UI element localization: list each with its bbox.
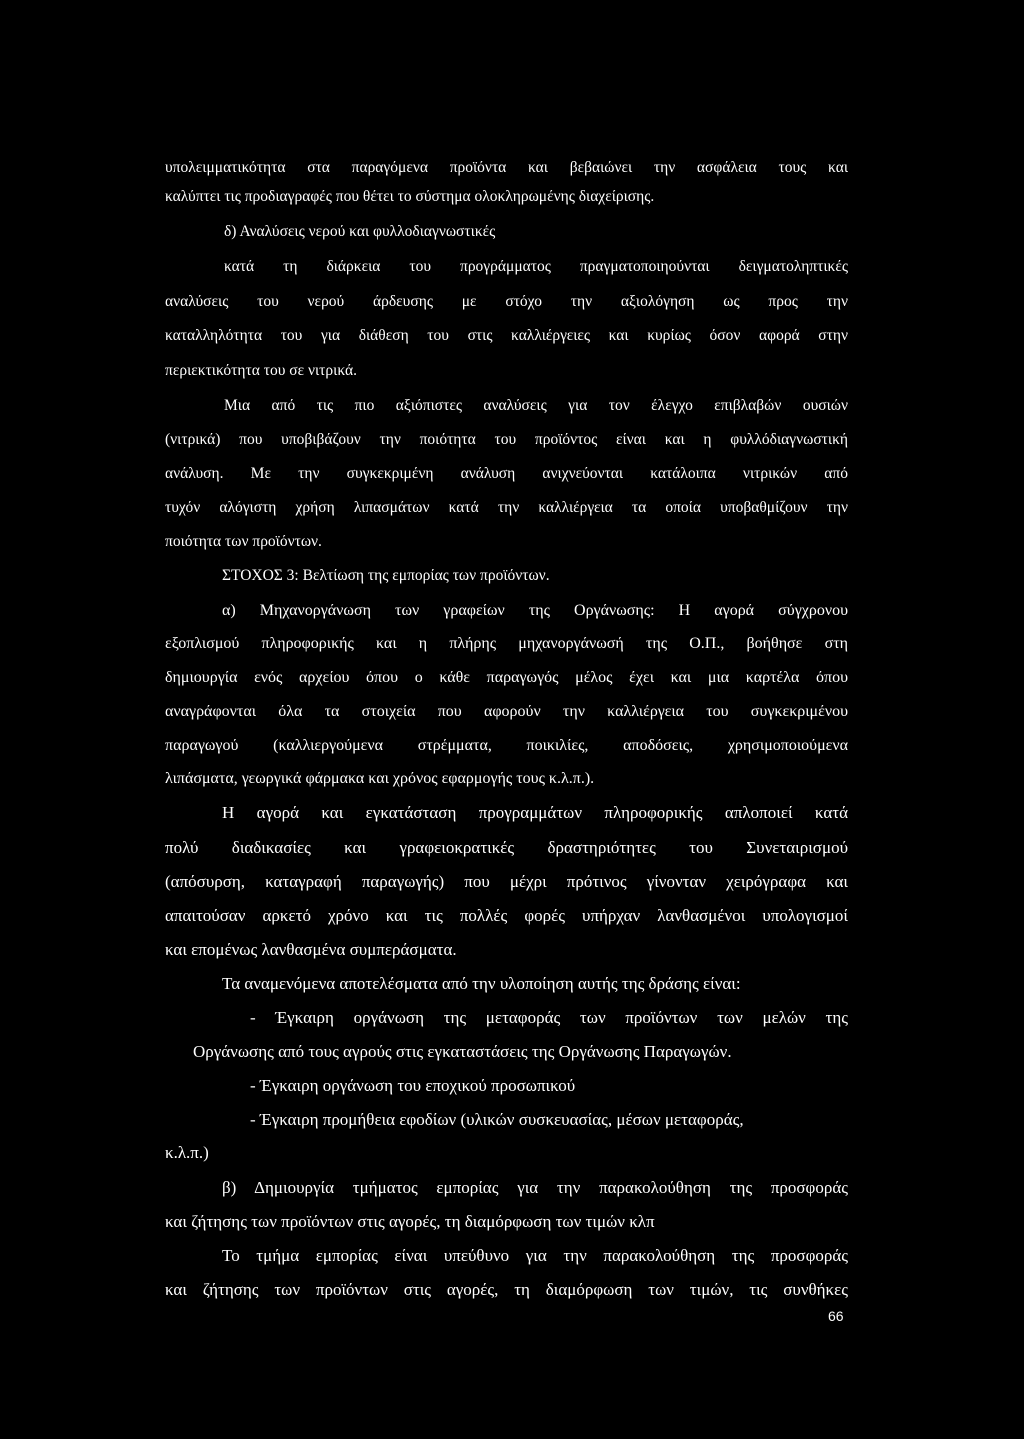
text-line: Οργάνωσης από τους αγρούς στις εγκαταστάσεις της Οργάνωσης Παραγωγών. <box>193 1042 732 1061</box>
section-heading: ΣΤΟΧΟΣ 3: Βελτίωση της εμπορίας των προϊόντων. <box>222 567 550 584</box>
text-line: ποιότητα των προϊόντων. <box>165 533 322 550</box>
text-line: αναγράφονται όλα τα στοιχεία που αφορούν την καλλιέργεια του συγκεκριμένου <box>165 703 848 720</box>
text-line: παραγωγού (καλλιεργούμενα στρέμματα, ποικιλίες, αποδόσεις, χρησιμοποιούμενα <box>165 737 848 754</box>
text-line: αναλύσεις του νερού άρδευσης με στόχο την αξιολόγηση ως προς την <box>165 293 848 310</box>
list-item: - Έγκαιρη οργάνωση της μεταφοράς των προϊόντων των μελών της <box>250 1008 848 1027</box>
text-line: Τα αναμενόμενα αποτελέσματα από την υλοποίηση αυτής της δράσης είναι: <box>222 974 741 993</box>
text-line: Το τμήμα εμπορίας είναι υπεύθυνο για την παρακολούθηση της προσφοράς <box>222 1246 848 1265</box>
text-line: και ζήτησης των προϊόντων στις αγορές, τη διαμόρφωση των τιμών, τις συνθήκες <box>165 1280 848 1299</box>
text-line: λιπάσματα, γεωργικά φάρμακα και χρόνος εφαρμογής τους κ.λ.π.). <box>165 770 595 787</box>
text-line: πολύ διαδικασίες και γραφειοκρατικές δραστηριότητες του Συνεταιρισμού <box>165 838 848 857</box>
text-line: κ.λ.π.) <box>165 1143 209 1162</box>
text-line: ανάλυση. Με την συγκεκριμένη ανάλυση ανιχνεύονται κατάλοιπα νιτρικών από <box>165 465 848 482</box>
page-number: 66 <box>828 1308 844 1324</box>
list-item: - Έγκαιρη οργάνωση του εποχικού προσωπικού <box>250 1076 576 1095</box>
section-heading: β) Δημιουργία τμήματος εμπορίας για την παρακολούθηση της προσφοράς <box>222 1178 848 1197</box>
text-line: Η αγορά και εγκατάσταση προγραμμάτων πληροφορικής απλοποιεί κατά <box>222 803 848 822</box>
text-line: (νιτρικά) που υποβιβάζουν την ποιότητα του προϊόντος είναι και η φυλλόδιαγνωστική <box>165 431 848 448</box>
text-line: και ζήτησης των προϊόντων στις αγορές, τη διαμόρφωση των τιμών κλπ <box>165 1212 655 1231</box>
text-line: υπολειμματικότητα στα παραγόμενα προϊόντα και βεβαιώνει την ασφάλεια τους και <box>165 159 848 176</box>
text-line: (απόσυρση, καταγραφή παραγωγής) που μέχρι πρότινος γίνονταν χειρόγραφα και <box>165 872 848 891</box>
text-line: και επομένως λανθασμένα συμπεράσματα. <box>165 940 457 959</box>
section-heading: δ) Αναλύσεις νερού και φυλλοδιαγνωστικές <box>224 223 496 240</box>
text-line: καλύπτει τις προδιαγραφές που θέτει το σύστημα ολοκληρωμένης διαχείρισης. <box>165 188 655 205</box>
text-line: καταλληλότητα του για διάθεση του στις καλλιέργειες και κυρίως όσον αφορά στην <box>165 327 848 344</box>
list-item: - Έγκαιρη προμήθεια εφοδίων (υλικών συσκευασίας, μέσων μεταφοράς, <box>250 1110 744 1129</box>
text-line: α) Μηχανοργάνωση των γραφείων της Οργάνωσης: Η αγορά σύγχρονου <box>222 602 848 619</box>
text-line: δημιουργία ενός αρχείου όπου ο κάθε παραγωγός μέλος έχει και μια καρτέλα όπου <box>165 669 848 686</box>
text-line: κατά τη διάρκεια του προγράμματος πραγματοποιηούνται δειγματοληπτικές <box>224 258 848 275</box>
text-line: Μια από τις πιο αξιόπιστες αναλύσεις για τον έλεγχο επιβλαβών ουσιών <box>224 397 848 414</box>
text-line: εξοπλισμού πληροφορικής και η πλήρης μηχανοργάνωσή της Ο.Π., βοήθησε στη <box>165 635 848 652</box>
text-line: περιεκτικότητα του σε νιτρικά. <box>165 362 357 379</box>
text-line: απαιτούσαν αρκετό χρόνο και τις πολλές φορές υπήρχαν λανθασμένοι υπολογισμοί <box>165 906 848 925</box>
text-line: τυχόν αλόγιστη χρήση λιπασμάτων κατά την καλλιέργεια τα οποία υποβαθμίζουν την <box>165 499 848 516</box>
